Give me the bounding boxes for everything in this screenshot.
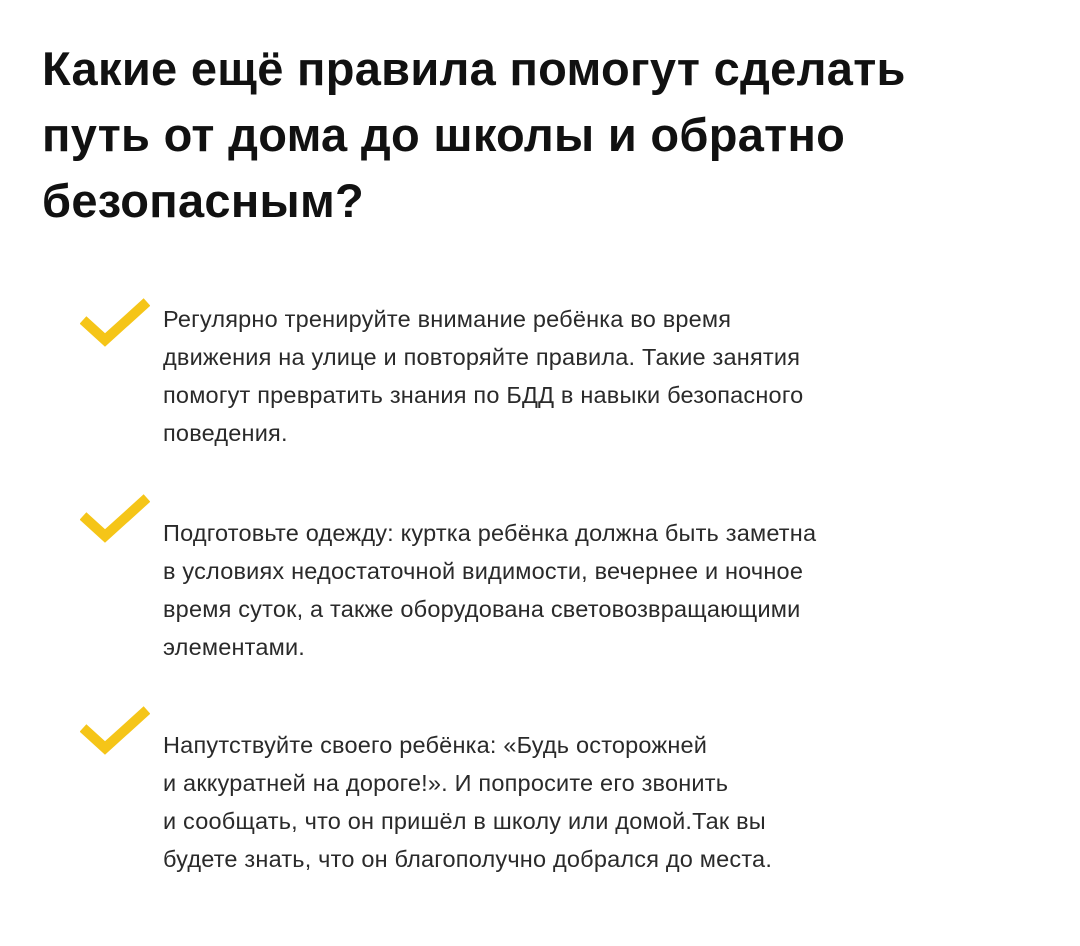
title-line: путь от дома до школы и обратно: [42, 108, 846, 161]
tip-text: Подготовьте одежду: куртка ребёнка должна быть заметна в условиях недостаточной видимости, вечернее и ночное время суток, а также оборудована световозвращающими элементами.: [163, 520, 817, 660]
tip-text: Регулярно тренируйте внимание ребёнка во время движения на улице и повторяйте правила. Такие занятия помогут превратить знания по БДД в навыки безопасного поведения.: [163, 306, 804, 446]
check-icon: [80, 494, 150, 544]
title-line: безопасным?: [42, 174, 365, 227]
title-line: Какие ещё правила помогут сделать: [42, 42, 906, 95]
check-icon: [80, 298, 150, 348]
page-title: [42, 36, 1042, 234]
check-icon: [80, 706, 150, 756]
tip-text: Напутствуйте своего ребёнка: «Будь осторожней и аккуратней на дороге!». И попросите его звонить и сообщать, что он пришёл в школу или домой.Так вы будете знать, что он благополучно добрался до места.: [163, 732, 773, 872]
